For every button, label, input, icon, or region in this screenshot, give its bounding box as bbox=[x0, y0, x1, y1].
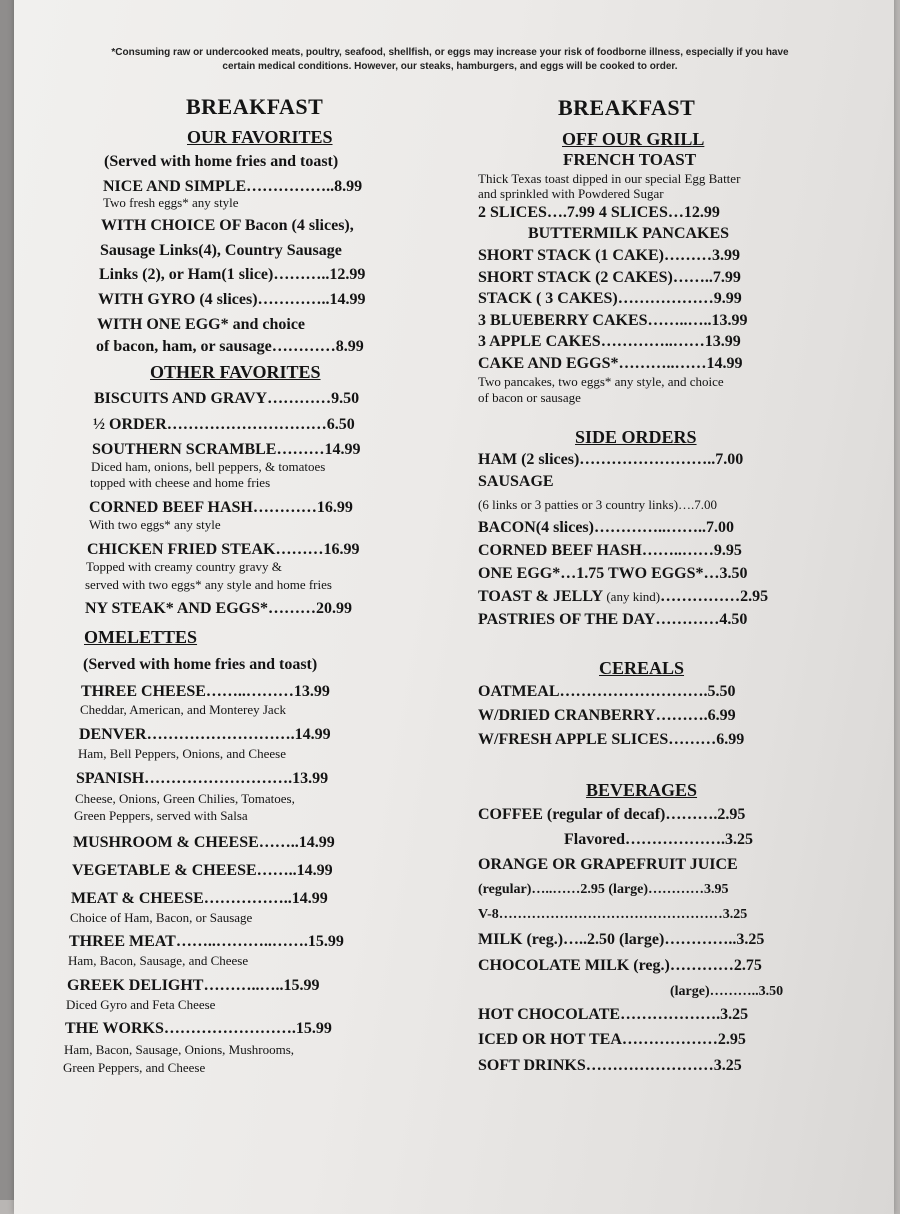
item-description: Choice of Ham, Bacon, or Sausage bbox=[70, 910, 253, 925]
menu-item-v8: V-8…………………………………………3.25 bbox=[478, 907, 748, 922]
item-description: Diced Gyro and Feta Cheese bbox=[66, 997, 216, 1012]
item-description: of bacon or sausage bbox=[478, 390, 581, 405]
item-description: Cheese, Onions, Green Chilies, Tomatoes, bbox=[75, 791, 295, 806]
menu-item-ny-steak-eggs: NY STEAK* AND EGGS*………20.99 bbox=[85, 600, 352, 617]
menu-item-tea: ICED OR HOT TEA………………2.95 bbox=[478, 1031, 746, 1048]
menu-item-with-gyro: WITH GYRO (4 slices)…………..14.99 bbox=[98, 291, 366, 308]
side-orders-heading: SIDE ORDERS bbox=[575, 427, 697, 447]
menu-item-with-choice-line2: Sausage Links(4), Country Sausage bbox=[100, 242, 342, 259]
item-description: Ham, Bell Peppers, Onions, and Cheese bbox=[78, 746, 286, 761]
menu-item-ham: HAM (2 slices)……………………..7.00 bbox=[478, 451, 744, 468]
menu-item-corned-beef-hash: CORNED BEEF HASH…………16.99 bbox=[89, 499, 353, 516]
beverages-heading: BEVERAGES bbox=[586, 780, 698, 800]
other-favorites-heading: OTHER FAVORITES bbox=[150, 362, 321, 382]
menu-item-southern-scramble: SOUTHERN SCRAMBLE………14.99 bbox=[92, 441, 361, 458]
table-edge bbox=[0, 0, 14, 1200]
menu-item-toast-jelly bbox=[478, 587, 768, 607]
menu-item-milk: MILK (reg.)…..2.50 (large)…………..3.25 bbox=[478, 931, 765, 948]
menu-item-short-stack-2: SHORT STACK (2 CAKES)……..7.99 bbox=[478, 269, 741, 286]
item-description: Green Peppers, served with Salsa bbox=[74, 808, 248, 823]
item-description: served with two eggs* any style and home fries bbox=[85, 577, 332, 592]
menu-item-three-meat: THREE MEAT……..………..…….15.99 bbox=[69, 933, 344, 950]
item-description: Two fresh eggs* any style bbox=[103, 195, 239, 210]
item-description: and sprinkled with Powdered Sugar bbox=[478, 186, 664, 201]
item-description: Diced ham, onions, bell peppers, & tomatoes bbox=[91, 459, 326, 474]
menu-item-juice: ORANGE OR GRAPEFRUIT JUICE bbox=[478, 856, 738, 873]
menu-item-spanish: SPANISH……………………….13.99 bbox=[76, 770, 329, 787]
menu-item-vegetable-cheese: VEGETABLE & CHEESE……..14.99 bbox=[72, 862, 333, 879]
item-description: With two eggs* any style bbox=[89, 517, 221, 532]
toast-jelly-note: (any kind) bbox=[603, 589, 661, 604]
menu-item-half-order: ½ ORDER…………………………6.50 bbox=[93, 416, 355, 433]
item-description: Cheddar, American, and Monterey Jack bbox=[80, 702, 286, 717]
menu-item-greek-delight: GREEK DELIGHT………..…..15.99 bbox=[67, 977, 320, 994]
menu-item-eggs: ONE EGG*…1.75 TWO EGGS*…3.50 bbox=[478, 565, 748, 582]
menu-item-mushroom-cheese: MUSHROOM & CHEESE……..14.99 bbox=[73, 834, 335, 851]
menu-item-juice-sizes: (regular)…..……2.95 (large)…………3.95 bbox=[478, 882, 729, 897]
menu-item-with-choice: WITH CHOICE OF Bacon (4 slices), bbox=[101, 217, 354, 234]
menu-item-coffee: COFFEE (regular of decaf)……….2.95 bbox=[478, 806, 746, 823]
favorites-note: (Served with home fries and toast) bbox=[104, 153, 339, 170]
menu-item-bacon: BACON(4 slices)…………..……..7.00 bbox=[478, 519, 734, 536]
menu-item-fresh-apple-slices: W/FRESH APPLE SLICES………6.99 bbox=[478, 731, 745, 748]
item-description: Ham, Bacon, Sausage, and Cheese bbox=[68, 953, 249, 968]
menu-item-meat-cheese: MEAT & CHEESE……………..14.99 bbox=[71, 890, 328, 907]
menu-item-side-corned-beef-hash: CORNED BEEF HASH……..……9.95 bbox=[478, 542, 742, 559]
menu-item-oatmeal: OATMEAL……………………….5.50 bbox=[478, 683, 736, 700]
menu-item-soft-drinks: SOFT DRINKS……………………3.25 bbox=[478, 1057, 742, 1074]
omelettes-note: (Served with home fries and toast) bbox=[83, 656, 318, 673]
menu-item-with-choice-line3: Links (2), or Ham(1 slice)………..12.99 bbox=[99, 266, 366, 283]
toast-jelly-name: TOAST & JELLY bbox=[478, 588, 604, 605]
our-favorites-heading: OUR FAVORITES bbox=[187, 127, 333, 147]
menu-item-short-stack-1: SHORT STACK (1 CAKE)………3.99 bbox=[478, 247, 740, 264]
menu-item-sausage: SAUSAGE bbox=[478, 473, 554, 490]
item-description: topped with cheese and home fries bbox=[90, 475, 271, 490]
item-description: Ham, Bacon, Sausage, Onions, Mushrooms, bbox=[64, 1042, 295, 1057]
menu-item-denver: DENVER……………………….14.99 bbox=[79, 726, 331, 743]
menu-item-hot-chocolate: HOT CHOCOLATE……………….3.25 bbox=[478, 1006, 749, 1023]
menu-item-biscuits-gravy: BISCUITS AND GRAVY…………9.50 bbox=[94, 390, 360, 407]
omelettes-heading: OMELETTES bbox=[84, 627, 198, 647]
menu-item-chocolate-milk-large: (large)………..3.50 bbox=[670, 984, 784, 999]
menu-item-flavored-coffee: Flavored……………….3.25 bbox=[564, 831, 754, 848]
item-description: (6 links or 3 patties or 3 country links)….7.00 bbox=[478, 497, 718, 512]
menu-item-chicken-fried-steak: CHICKEN FRIED STEAK………16.99 bbox=[87, 541, 360, 558]
menu-item-one-egg: WITH ONE EGG* and choice bbox=[97, 316, 306, 333]
buttermilk-pancakes-heading: BUTTERMILK PANCAKES bbox=[528, 225, 730, 242]
menu-item-nice-and-simple: NICE AND SIMPLE……………..8.99 bbox=[103, 178, 363, 195]
menu-item-the-works: THE WORKS…………………….15.99 bbox=[65, 1020, 332, 1037]
menu-item-chocolate-milk: CHOCOLATE MILK (reg.)…………2.75 bbox=[478, 957, 762, 974]
toast-jelly-price: ……………2.95 bbox=[660, 588, 769, 605]
right-title: BREAKFAST bbox=[558, 95, 696, 120]
item-description: Green Peppers, and Cheese bbox=[63, 1060, 206, 1075]
left-title: BREAKFAST bbox=[186, 94, 324, 119]
off-our-grill-heading: OFF OUR GRILL bbox=[562, 129, 705, 149]
cereals-heading: CEREALS bbox=[599, 658, 685, 678]
french-toast-heading: FRENCH TOAST bbox=[563, 150, 697, 169]
foodborne-disclaimer: *Consuming raw or undercooked meats, poultry, seafood, shellfish, or eggs may increase your risk of foodborne illness, especially if you have certain medical conditions. However, our steaks, hamburgers, and eggs will be cooked to order. bbox=[111, 47, 789, 72]
menu-item-one-egg-line2: of bacon, ham, or sausage…………8.99 bbox=[96, 338, 364, 355]
menu-item-pastries: PASTRIES OF THE DAY…………4.50 bbox=[478, 611, 748, 628]
menu-item-stack-3: STACK ( 3 CAKES)………………9.99 bbox=[478, 290, 742, 307]
item-description: Thick Texas toast dipped in our special Egg Batter bbox=[478, 171, 741, 186]
menu-item-dried-cranberry: W/DRIED CRANBERRY……….6.99 bbox=[478, 707, 736, 724]
item-description: Topped with creamy country gravy & bbox=[86, 559, 282, 574]
french-toast-prices: 2 SLICES….7.99 4 SLICES…12.99 bbox=[478, 204, 720, 221]
menu-item-three-cheese: THREE CHEESE……..………13.99 bbox=[81, 683, 330, 700]
menu-item-blueberry-cakes: 3 BLUEBERRY CAKES……..…..13.99 bbox=[478, 312, 748, 329]
item-description: Two pancakes, two eggs* any style, and choice bbox=[478, 374, 724, 389]
menu-item-cake-and-eggs: CAKE AND EGGS*………..……14.99 bbox=[478, 355, 743, 372]
menu-item-apple-cakes: 3 APPLE CAKES…………..……13.99 bbox=[478, 333, 741, 350]
